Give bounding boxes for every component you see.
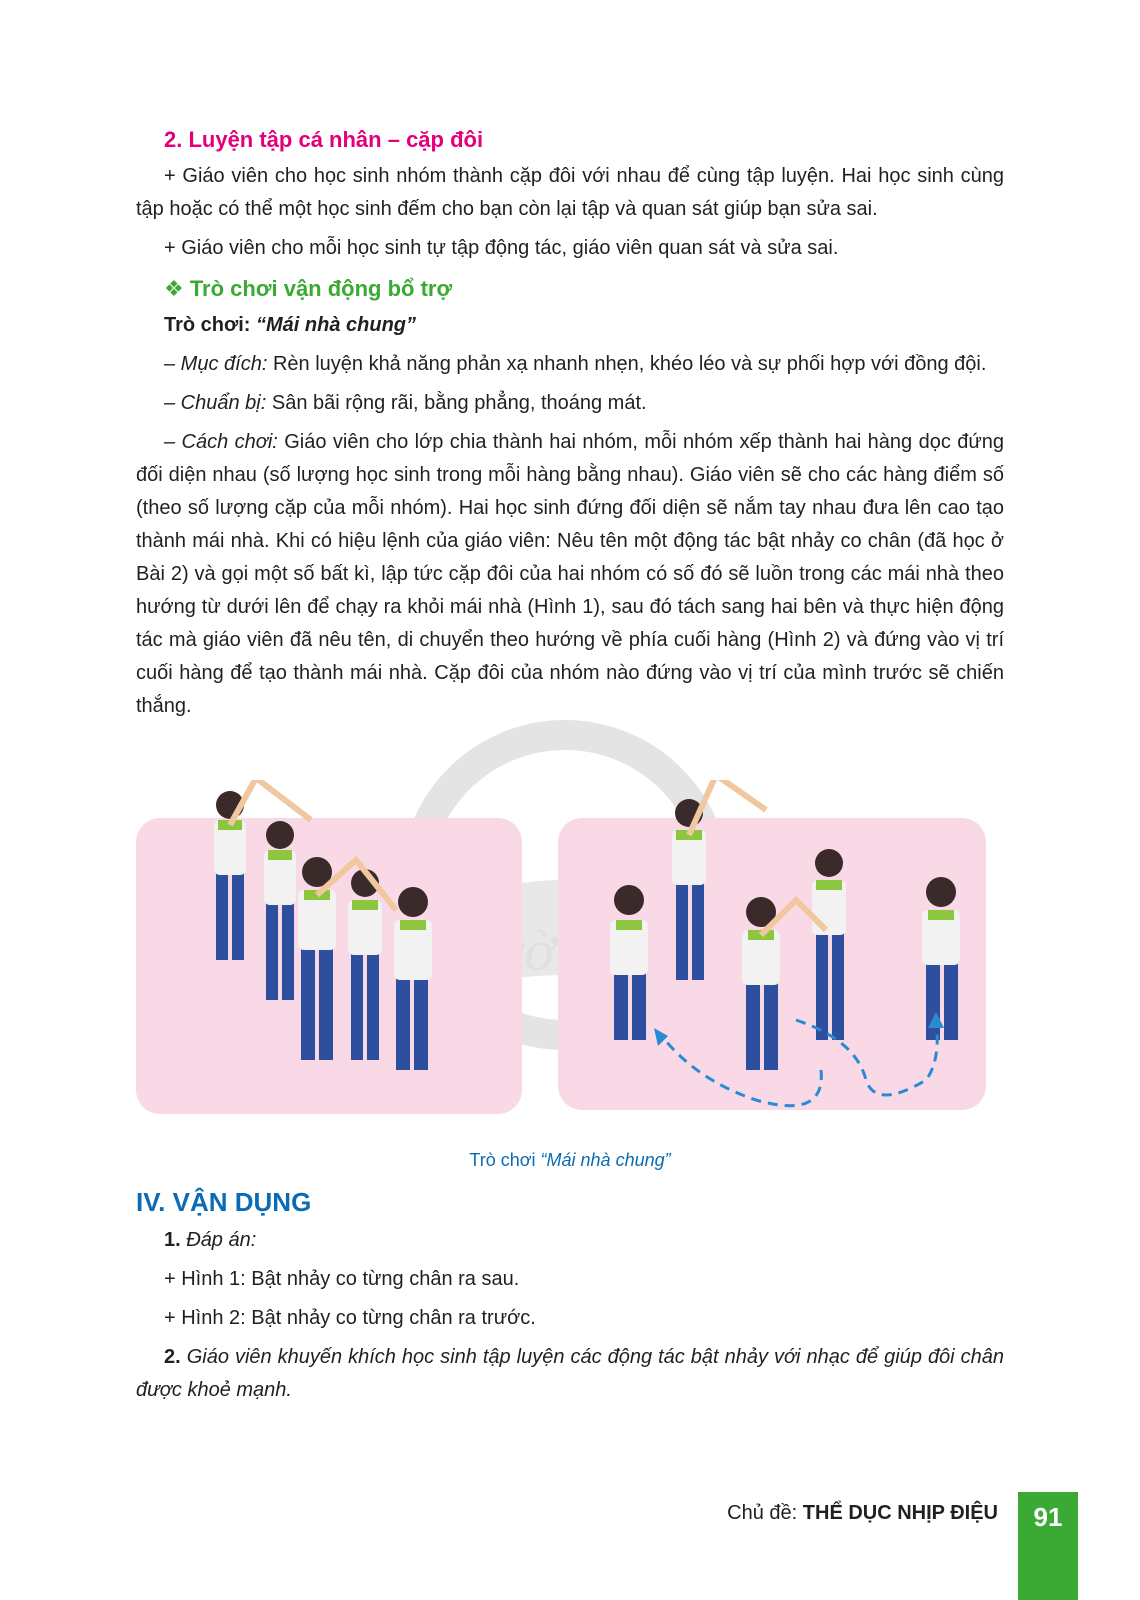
rules-text: Giáo viên cho lớp chia thành hai nhóm, mỗi nhóm xếp thành hai hàng dọc đứng đối diện nhau (số lượng học sinh trong mỗi hàng bằng nhau). Giáo viên sẽ cho các hàng điểm số (theo số lượng cặp của mỗi nhóm). Hai học sinh đứng đối diện sẽ nắm tay nhau đưa lên cao tạo thành mái nhà. Khi có hiệu lệnh của giáo viên: Nêu tên một động tác bật nhảy co chân (đã học ở Bài 2) và gọi một số bất kì, lập tức cặp đôi của hai nhóm có số đó sẽ luồn trong các mái nhà theo hướng từ dưới lên để chạy ra khỏi mái nhà (Hình 1), sau đó tách sang hai bên và thực hiện động tác mà giáo viên đã nêu tên, di chuyển theo hướng về phía cuối hàng (Hình 2) và đứng vào vị trí cuối hàng để tạo thành mái nhà. Cặp đôi của nhóm nào đứng vào vị trí của mình trước sẽ chiến thắng. bbox=[136, 431, 1004, 717]
caption-prefix: Trò chơi bbox=[469, 1150, 541, 1170]
answer-1: + Hình 1: Bật nhảy co từng chân ra sau. bbox=[164, 1268, 520, 1290]
children-group-2 bbox=[610, 780, 960, 1070]
question-1-number: 1. bbox=[164, 1229, 181, 1251]
section-2-heading: 2. Luyện tập cá nhân – cặp đôi bbox=[164, 127, 484, 152]
question-2 bbox=[136, 1341, 1004, 1407]
answer-2: + Hình 2: Bật nhảy co từng chân ra trước. bbox=[164, 1307, 536, 1329]
game-title-label: Trò chơi: bbox=[164, 314, 257, 336]
page-number: 91 bbox=[1033, 1502, 1063, 1532]
question-2-text: Giáo viên khuyến khích học sinh tập luyện các động tác bật nhảy với nhạc để giúp đôi chân được khoẻ mạnh. bbox=[136, 1346, 1004, 1401]
caption-name: “Mái nhà chung” bbox=[540, 1150, 671, 1170]
purpose-label: – Mục đích: bbox=[164, 353, 268, 375]
question-2-number: 2. bbox=[164, 1346, 181, 1368]
children-group-1 bbox=[214, 780, 432, 1070]
movement-arrows bbox=[661, 1020, 937, 1106]
game-title bbox=[136, 309, 1004, 342]
page-number-box bbox=[1018, 1492, 1078, 1600]
footer-topic bbox=[727, 1502, 998, 1525]
question-1 bbox=[136, 1224, 1004, 1257]
question-1-label: Đáp án: bbox=[180, 1229, 257, 1251]
footer-topic-name: THỂ DỤC NHỊP ĐIỆU bbox=[802, 1502, 998, 1524]
game-purpose bbox=[136, 348, 1004, 381]
purpose-text: Rèn luyện khả năng phản xạ nhanh nhẹn, khéo léo và sự phối hợp với đồng đội. bbox=[267, 353, 987, 375]
game-rules bbox=[136, 426, 1004, 723]
main-content bbox=[136, 126, 1004, 723]
prep-label: – Chuẩn bị: bbox=[164, 392, 267, 414]
watermark-text: trời bbox=[485, 918, 572, 983]
section-2-paragraph-1: + Giáo viên cho học sinh nhóm thành cặp đôi với nhau để cùng tập luyện. Hai học sinh cùng tập hoặc có thể một học sinh đếm cho bạn còn lại tập và quan sát giúp bạn sửa sai. bbox=[136, 165, 1004, 220]
section-2-paragraph-2: + Giáo viên cho mỗi học sinh tự tập động tác, giáo viên quan sát và sửa sai. bbox=[164, 237, 839, 259]
game-illustration bbox=[136, 780, 1004, 1135]
rules-label: – Cách chơi: bbox=[164, 431, 278, 453]
game-prep bbox=[136, 387, 1004, 420]
section-4 bbox=[136, 1186, 1004, 1407]
figure-caption bbox=[136, 1150, 1004, 1171]
footer-topic-label: Chủ đề: bbox=[727, 1502, 803, 1524]
section-4-heading: IV. VẬN DỤNG bbox=[136, 1187, 312, 1217]
prep-text: Sân bãi rộng rãi, bằng phẳng, thoáng mát. bbox=[266, 392, 647, 414]
children-figures bbox=[136, 780, 1004, 1135]
game-heading: ❖ Trò chơi vận động bổ trợ bbox=[164, 276, 453, 301]
game-title-name: “Mái nhà chung” bbox=[256, 314, 417, 336]
